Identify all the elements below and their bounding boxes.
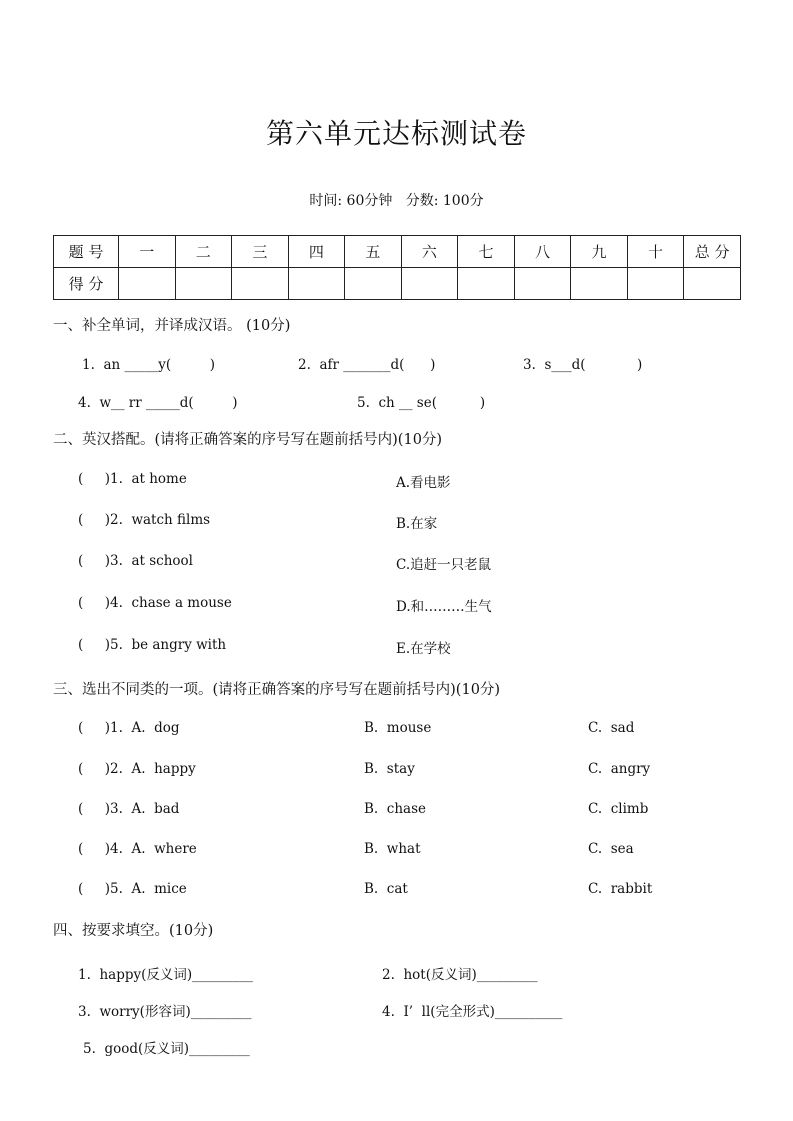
score-table — [53, 235, 741, 300]
list-item: D.和………生气 — [396, 599, 492, 615]
exam-info: 时间: 60分钟 分数: 100分 — [309, 193, 484, 209]
score-table-cell: 九 — [571, 236, 628, 268]
list-item: C. sad — [588, 720, 635, 736]
list-item: C. sea — [588, 841, 634, 857]
score-table-cell: 六 — [401, 236, 458, 268]
list-item: ( )4. A. where — [78, 841, 197, 857]
list-item: ( )2. watch films — [78, 512, 211, 528]
section-3-heading: 三、选出不同类的一项。(请将正确答案的序号写在题前括号内)(10分) — [53, 682, 501, 698]
score-blank-cell[interactable] — [514, 268, 571, 300]
score-table-cell: 八 — [514, 236, 571, 268]
list-item: A.看电影 — [396, 475, 451, 491]
list-item: ( )2. A. happy — [78, 761, 196, 777]
list-item: ( )5. be angry with — [78, 637, 227, 653]
section-4-heading: 四、按要求填空。(10分) — [53, 923, 214, 939]
page-title: 第六单元达标测试卷 — [265, 117, 527, 150]
section-1-heading: 一、补全单词，并译成汉语。 (10分) — [53, 318, 291, 334]
list-item: B. cat — [364, 881, 408, 897]
list-item: ( )1. at home — [78, 471, 187, 487]
score-table-cell: 总 分 — [684, 236, 741, 268]
list-item: 2. afr _______d( ) — [298, 357, 436, 373]
score-table-cell: 七 — [458, 236, 515, 268]
score-table-cell: 三 — [232, 236, 289, 268]
score-table-score-row — [54, 268, 741, 300]
score-blank-cell[interactable] — [288, 268, 345, 300]
score-table-cell: 四 — [288, 236, 345, 268]
list-item: ( )4. chase a mouse — [78, 595, 232, 611]
score-blank-cell[interactable] — [345, 268, 402, 300]
score-blank-cell[interactable] — [401, 268, 458, 300]
score-table-cell: 二 — [175, 236, 232, 268]
list-item: 2. hot(反义词)_________ — [382, 967, 538, 983]
list-item: ( )3. at school — [78, 553, 193, 569]
list-item: ( )1. A. dog — [78, 720, 180, 736]
list-item: 3. s___d( ) — [523, 357, 643, 373]
list-item: B. chase — [364, 801, 427, 817]
list-item: C. climb — [588, 801, 649, 817]
score-table-cell: 一 — [119, 236, 176, 268]
score-table-cell: 十 — [627, 236, 684, 268]
list-item: ( )3. A. bad — [78, 801, 180, 817]
list-item: C.追赶一只老鼠 — [396, 557, 492, 573]
score-blank-cell[interactable] — [119, 268, 176, 300]
list-item: 1. an _____y( ) — [82, 357, 216, 373]
list-item: 1. happy(反义词)_________ — [78, 967, 253, 983]
list-item: B.在家 — [396, 516, 438, 532]
section-2-heading: 二、英汉搭配。(请将正确答案的序号写在题前括号内)(10分) — [53, 432, 443, 448]
score-blank-cell[interactable] — [627, 268, 684, 300]
list-item: 5. good(反义词)_________ — [83, 1041, 250, 1057]
list-item: 4. w__ rr _____d( ) — [78, 395, 238, 411]
list-item: 3. worry(形容词)_________ — [78, 1004, 252, 1020]
score-table-cell: 得 分 — [54, 268, 119, 300]
list-item: B. what — [364, 841, 421, 857]
score-blank-cell[interactable] — [175, 268, 232, 300]
list-item: E.在学校 — [396, 641, 451, 657]
score-table-header-row — [54, 236, 741, 268]
list-item: B. mouse — [364, 720, 432, 736]
list-item: ( )5. A. mice — [78, 881, 187, 897]
list-item: C. rabbit — [588, 881, 653, 897]
score-blank-cell[interactable] — [571, 268, 628, 300]
score-table-cell: 五 — [345, 236, 402, 268]
score-blank-cell[interactable] — [684, 268, 741, 300]
score-blank-cell[interactable] — [458, 268, 515, 300]
score-table-cell: 题 号 — [54, 236, 119, 268]
list-item: C. angry — [588, 761, 651, 777]
list-item: B. stay — [364, 761, 415, 777]
list-item: 5. ch __ se( ) — [357, 395, 486, 411]
score-blank-cell[interactable] — [232, 268, 289, 300]
list-item: 4. I’ ll(完全形式)__________ — [382, 1004, 563, 1020]
